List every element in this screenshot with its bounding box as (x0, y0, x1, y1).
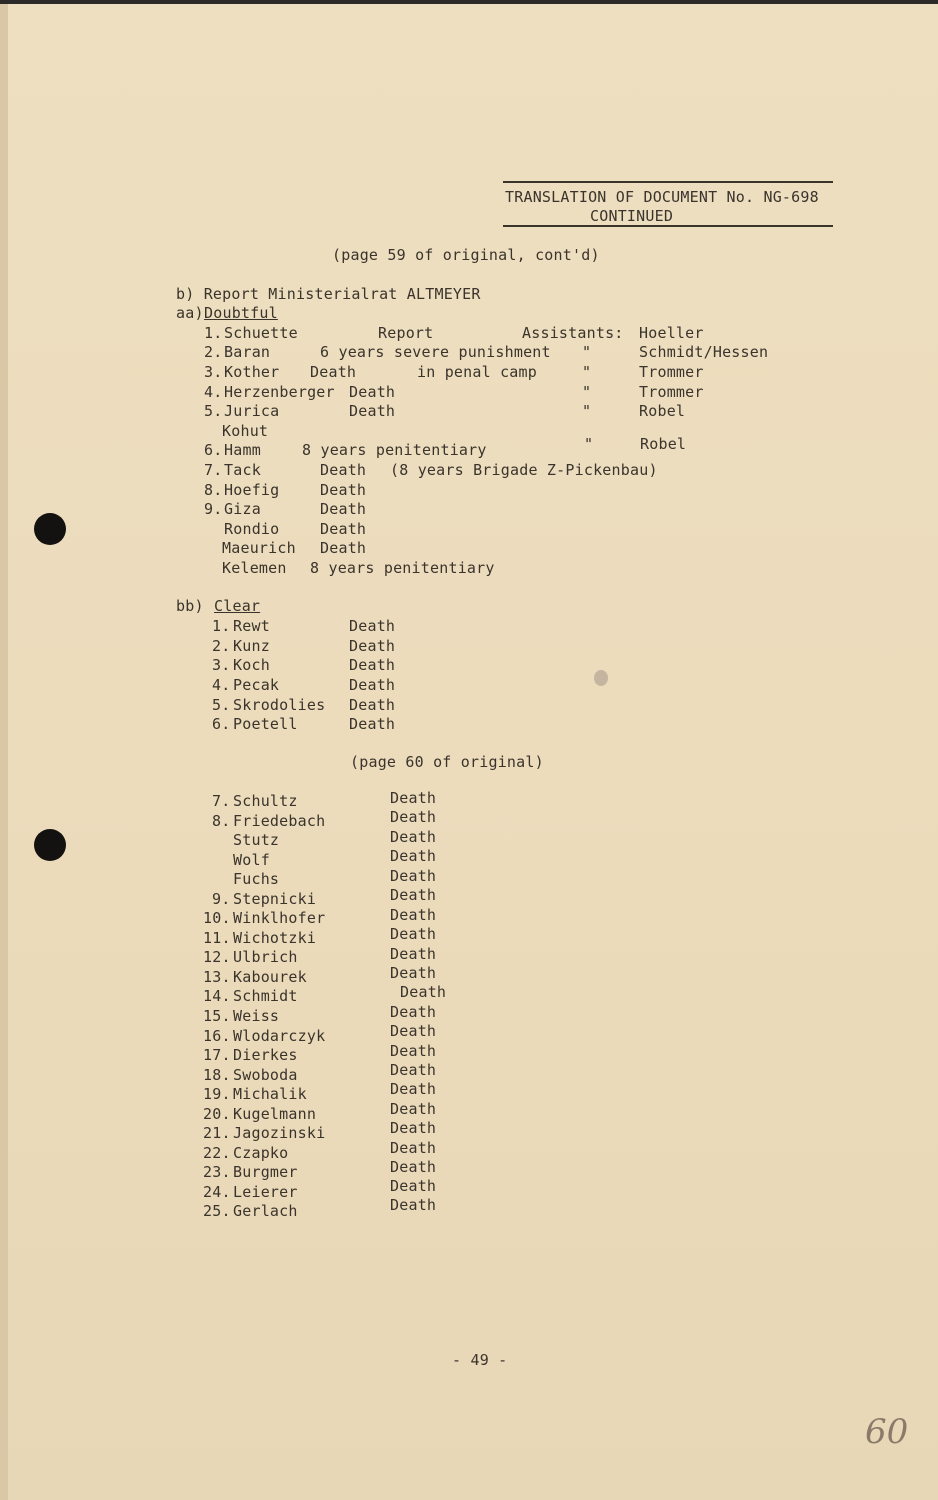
list-name: Maeurich (222, 539, 296, 557)
sentence: Death (390, 1196, 437, 1214)
sentence: Death (349, 637, 396, 655)
sentence: Death (320, 539, 367, 557)
sentence: Death (349, 715, 396, 733)
sentence: Death (390, 1061, 437, 1079)
ditto-mark: " (582, 402, 592, 420)
sentence: Death (390, 1022, 437, 1040)
sentence: Death (349, 656, 396, 674)
assistant-name: Robel (639, 402, 686, 420)
header-rule-top (503, 181, 833, 183)
subsection-bb-title: Clear (214, 597, 261, 615)
sentence: Death (349, 676, 396, 694)
scan-top-edge (0, 0, 938, 4)
sentence: Death (320, 481, 367, 499)
assistant-name: Trommer (639, 363, 704, 381)
list-name: Michalik (233, 1085, 307, 1103)
list-name: Hoefig (224, 481, 280, 499)
ditto-mark: " (584, 435, 594, 453)
section-b-heading: b) Report Ministerialrat ALTMEYER (176, 285, 481, 303)
subsection-aa-label: aa) (176, 304, 204, 322)
list-name: Friedebach (233, 812, 326, 830)
sentence: Death (349, 383, 396, 401)
list-num: 3. (204, 363, 223, 381)
list-num: 25. (203, 1202, 231, 1220)
list-name: Pecak (233, 676, 280, 694)
list-num: 7. (204, 461, 223, 479)
list-name: Burgmer (233, 1163, 298, 1181)
sentence: 8 years penitentiary (310, 559, 495, 577)
sentence: Death (320, 461, 367, 479)
ditto-mark: " (582, 383, 592, 401)
sentence-note: (8 years Brigade Z-Pickenbau) (390, 461, 658, 479)
list-name: Kother (224, 363, 280, 381)
list-num: 20. (203, 1105, 231, 1123)
list-num: 2. (212, 637, 231, 655)
subsection-bb-label: bb) (176, 597, 204, 615)
list-name: Kugelmann (233, 1105, 317, 1123)
list-name: Fuchs (233, 870, 280, 888)
list-name: Baran (224, 343, 271, 361)
list-name: Czapko (233, 1144, 289, 1162)
list-name: Rondio (224, 520, 280, 538)
sentence: 6 years severe punishment (320, 343, 551, 361)
list-name: Wlodarczyk (233, 1027, 326, 1045)
list-num: 18. (203, 1066, 231, 1084)
sentence-note: in penal camp (417, 363, 537, 381)
list-name: Kohut (222, 422, 269, 440)
sentence: Death (349, 617, 396, 635)
ditto-mark: " (582, 363, 592, 381)
page-number: - 49 - (452, 1351, 508, 1369)
sentence: Death (390, 964, 437, 982)
sentence: Death (390, 1177, 437, 1195)
sentence: Death (390, 945, 437, 963)
list-num: 5. (212, 696, 231, 714)
assistant-name: Robel (640, 435, 687, 453)
list-num: 14. (203, 987, 231, 1005)
list-name: Leierer (233, 1183, 298, 1201)
list-name: Gerlach (233, 1202, 298, 1220)
list-num: 12. (203, 948, 231, 966)
sentence: Death (310, 363, 357, 381)
list-name: Skrodolies (233, 696, 326, 714)
list-name: Koch (233, 656, 270, 674)
list-num: 17. (203, 1046, 231, 1064)
sentence: Death (390, 789, 437, 807)
sentence: Death (320, 500, 367, 518)
list-num: 6. (204, 441, 223, 459)
list-name: Schultz (233, 792, 298, 810)
list-num: 5. (204, 402, 223, 420)
list-num: 1. (204, 324, 223, 342)
sentence: Death (390, 847, 437, 865)
list-num: 3. (212, 656, 231, 674)
sentence: Death (390, 1042, 437, 1060)
header-rule-bottom (503, 225, 833, 227)
page-59-reference: (page 59 of original, cont'd) (332, 246, 600, 264)
list-name: Kunz (233, 637, 270, 655)
list-name: Poetell (233, 715, 298, 733)
list-name: Dierkes (233, 1046, 298, 1064)
list-num: 21. (203, 1124, 231, 1142)
sentence: Death (390, 1158, 437, 1176)
list-num: 1. (212, 617, 231, 635)
list-name: Herzenberger (224, 383, 335, 401)
list-name: Swoboda (233, 1066, 298, 1084)
sentence: Death (390, 925, 437, 943)
list-name: Schmidt (233, 987, 298, 1005)
list-num: 24. (203, 1183, 231, 1201)
list-name: Tack (224, 461, 261, 479)
list-num: 6. (212, 715, 231, 733)
sentence: Death (390, 1080, 437, 1098)
list-num: 23. (203, 1163, 231, 1181)
list-name: Rewt (233, 617, 270, 635)
paper-blemish (594, 670, 608, 686)
subsection-aa-title: Doubtful (204, 304, 278, 322)
sentence: Death (390, 828, 437, 846)
list-name: Jagozinski (233, 1124, 326, 1142)
list-num: 15. (203, 1007, 231, 1025)
list-num: 4. (212, 676, 231, 694)
list-name: Weiss (233, 1007, 280, 1025)
sentence: Death (390, 808, 437, 826)
list-num: 22. (203, 1144, 231, 1162)
list-num: 19. (203, 1085, 231, 1103)
sentence: Death (390, 886, 437, 904)
list-num: 7. (212, 792, 231, 810)
sentence: Death (390, 906, 437, 924)
sentence: Death (400, 983, 447, 1001)
list-num: 13. (203, 968, 231, 986)
handwritten-page-number: 60 (865, 1412, 909, 1452)
column-label-report: Report (378, 324, 434, 342)
list-name: Stepnicki (233, 890, 317, 908)
list-name: Wichotzki (233, 929, 317, 947)
list-name: Jurica (224, 402, 280, 420)
list-num: 9. (204, 500, 223, 518)
list-num: 4. (204, 383, 223, 401)
list-num: 10. (203, 909, 231, 927)
list-name: Ulbrich (233, 948, 298, 966)
sentence: Death (320, 520, 367, 538)
sentence: Death (390, 1119, 437, 1137)
sentence: Death (349, 402, 396, 420)
page-60-reference: (page 60 of original) (350, 753, 544, 771)
list-num: 9. (212, 890, 231, 908)
list-name: Hamm (224, 441, 261, 459)
list-num: 8. (212, 812, 231, 830)
punch-hole-upper (34, 513, 66, 545)
list-num: 2. (204, 343, 223, 361)
list-name: Kabourek (233, 968, 307, 986)
sentence: Death (390, 867, 437, 885)
punch-hole-lower (34, 829, 66, 861)
list-name: Giza (224, 500, 261, 518)
sentence: Death (390, 1100, 437, 1118)
document-title: TRANSLATION OF DOCUMENT No. NG-698 (505, 188, 819, 206)
sentence: Death (390, 1003, 437, 1021)
list-name: Winklhofer (233, 909, 326, 927)
sentence: Death (390, 1139, 437, 1157)
assistant-name: Trommer (639, 383, 704, 401)
sentence: 8 years penitentiary (302, 441, 487, 459)
assistant-name: Hoeller (639, 324, 704, 342)
list-num: 16. (203, 1027, 231, 1045)
document-subtitle: CONTINUED (590, 207, 674, 225)
sentence: Death (349, 696, 396, 714)
list-num: 8. (204, 481, 223, 499)
list-name: Stutz (233, 831, 280, 849)
list-name: Wolf (233, 851, 270, 869)
list-num: 11. (203, 929, 231, 947)
ditto-mark: " (582, 343, 592, 361)
assistant-name: Schmidt/Hessen (639, 343, 769, 361)
list-name: Kelemen (222, 559, 287, 577)
list-name: Schuette (224, 324, 298, 342)
column-label-assistants: Assistants: (522, 324, 624, 342)
